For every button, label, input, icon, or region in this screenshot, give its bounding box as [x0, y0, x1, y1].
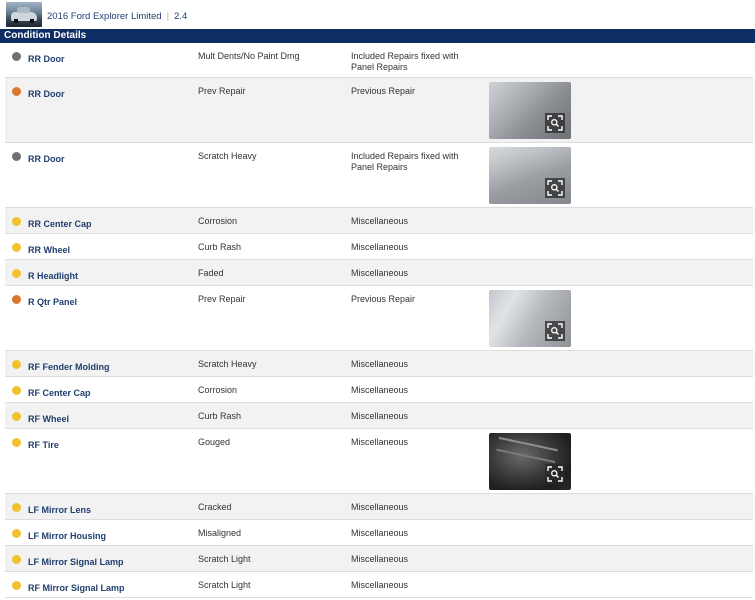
condition-type: Prev Repair	[198, 294, 246, 304]
condition-row	[5, 403, 753, 429]
damage-photo[interactable]	[489, 433, 571, 490]
severity-dot	[12, 152, 21, 161]
severity-dot	[12, 386, 21, 395]
component-name[interactable]: R Qtr Panel	[28, 297, 78, 307]
condition-type: Scratch Light	[198, 580, 251, 590]
condition-row	[5, 208, 753, 234]
severity-dot	[12, 360, 21, 369]
severity-dot	[12, 295, 21, 304]
zoom-icon[interactable]	[545, 464, 565, 484]
repair-action: Miscellaneous	[351, 385, 409, 395]
condition-row	[5, 43, 753, 78]
condition-type: Gouged	[198, 437, 231, 447]
component-name[interactable]: RF Mirror Signal Lamp	[28, 583, 125, 593]
condition-row	[5, 143, 753, 208]
condition-row	[5, 572, 753, 598]
condition-type: Cracked	[198, 502, 232, 512]
repair-action: Miscellaneous	[351, 411, 409, 421]
condition-row	[5, 78, 753, 143]
condition-row	[5, 520, 753, 546]
repair-action: Miscellaneous	[351, 437, 409, 447]
severity-dot	[12, 52, 21, 61]
zoom-icon[interactable]	[545, 321, 565, 341]
condition-type: Corrosion	[198, 216, 238, 226]
repair-action: Miscellaneous	[351, 554, 409, 564]
component-name[interactable]: RF Wheel	[28, 414, 70, 424]
title-separator: |	[166, 11, 170, 22]
repair-action: Included Repairs fixed with Panel Repairs	[351, 151, 459, 172]
repair-action: Included Repairs fixed with Panel Repairs	[351, 51, 459, 72]
component-name[interactable]: LF Mirror Signal Lamp	[28, 557, 124, 567]
vehicle-title	[47, 11, 187, 22]
component-name[interactable]: RF Tire	[28, 440, 59, 450]
condition-row	[5, 286, 753, 351]
component-name[interactable]: RR Wheel	[28, 245, 71, 255]
severity-dot	[12, 438, 21, 447]
condition-row	[5, 351, 753, 377]
repair-action: Miscellaneous	[351, 528, 409, 538]
component-name[interactable]: RR Center Cap	[28, 219, 92, 229]
repair-action: Miscellaneous	[351, 502, 409, 512]
severity-dot	[12, 269, 21, 278]
condition-grade: 2.4	[174, 11, 188, 22]
condition-type: Scratch Light	[198, 554, 251, 564]
condition-row	[5, 429, 753, 494]
condition-list	[5, 43, 753, 598]
component-name[interactable]: R Headlight	[28, 271, 79, 281]
condition-details-header: Condition Details	[0, 29, 755, 43]
condition-row	[5, 377, 753, 403]
component-name[interactable]: RF Center Cap	[28, 388, 91, 398]
damage-photo[interactable]	[489, 147, 571, 204]
repair-action: Miscellaneous	[351, 216, 409, 226]
severity-dot	[12, 87, 21, 96]
vehicle-name[interactable]: 2016 Ford Explorer Limited	[47, 11, 162, 22]
severity-dot	[12, 529, 21, 538]
component-name[interactable]: RF Fender Molding	[28, 362, 110, 372]
severity-dot	[12, 412, 21, 421]
repair-action: Miscellaneous	[351, 242, 409, 252]
component-name[interactable]: LF Mirror Housing	[28, 531, 106, 541]
zoom-icon[interactable]	[545, 178, 565, 198]
repair-action: Previous Repair	[351, 86, 416, 96]
severity-dot	[12, 581, 21, 590]
condition-row	[5, 234, 753, 260]
severity-dot	[12, 243, 21, 252]
condition-type: Curb Rash	[198, 411, 242, 421]
condition-row	[5, 546, 753, 572]
condition-type: Faded	[198, 268, 224, 278]
condition-row	[5, 494, 753, 520]
condition-type: Scratch Heavy	[198, 151, 257, 161]
component-name[interactable]: LF Mirror Lens	[28, 505, 92, 515]
repair-action: Previous Repair	[351, 294, 416, 304]
zoom-icon[interactable]	[545, 113, 565, 133]
condition-type: Mult Dents/No Paint Dmg	[198, 51, 300, 61]
component-name[interactable]: RR Door	[28, 154, 65, 164]
condition-type: Corrosion	[198, 385, 238, 395]
severity-dot	[12, 217, 21, 226]
condition-type: Scratch Heavy	[198, 359, 257, 369]
repair-action: Miscellaneous	[351, 359, 409, 369]
severity-dot	[12, 503, 21, 512]
condition-type: Prev Repair	[198, 86, 246, 96]
repair-action: Miscellaneous	[351, 268, 409, 278]
vehicle-thumbnail[interactable]	[6, 2, 42, 27]
damage-photo[interactable]	[489, 290, 571, 347]
component-name[interactable]: RR Door	[28, 89, 65, 99]
condition-type: Curb Rash	[198, 242, 242, 252]
condition-type: Misaligned	[198, 528, 242, 538]
component-name[interactable]: RR Door	[28, 54, 65, 64]
damage-photo[interactable]	[489, 82, 571, 139]
severity-dot	[12, 555, 21, 564]
repair-action: Miscellaneous	[351, 580, 409, 590]
vehicle-header	[0, 0, 755, 30]
condition-row	[5, 260, 753, 286]
